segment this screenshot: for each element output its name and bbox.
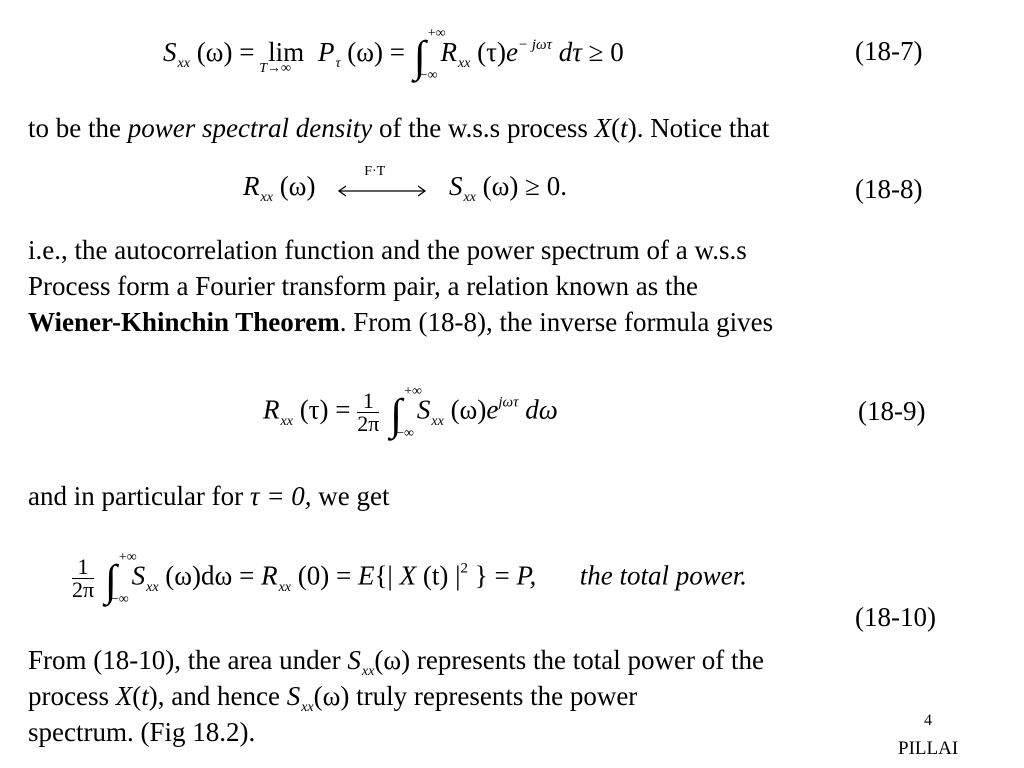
equals-sign: =	[335, 394, 351, 425]
double-arrow-icon	[336, 183, 428, 199]
text-line: Process form a Fourier transform pair, a relation known as the	[28, 271, 698, 301]
symbol-S: S	[286, 681, 301, 711]
paren-open: (	[132, 681, 142, 711]
text-line	[28, 304, 773, 340]
arrow-label: F·T	[364, 163, 386, 179]
integral-lower-limit: −∞	[396, 425, 415, 441]
paren-close: )	[148, 681, 158, 711]
differential-domega: dω	[525, 394, 558, 425]
symbol-R: R	[263, 394, 280, 425]
fraction	[72, 556, 94, 601]
integral-upper-limit: +∞	[118, 549, 137, 565]
brace-close: }	[474, 560, 488, 591]
paragraph-in-particular	[28, 478, 390, 514]
equation-number-18-9: (18-9)	[858, 396, 926, 426]
subscript-xx: xx	[177, 56, 190, 71]
equation-number-18-10: (18-10)	[855, 602, 936, 632]
paren-close: )	[627, 113, 637, 143]
theorem-name: Wiener-Khinchin Theorem	[28, 307, 340, 337]
symbol-P: P,	[516, 560, 537, 591]
fraction	[357, 390, 379, 435]
subscript-xx: xx	[463, 190, 476, 205]
argument-omega: (ω)	[313, 681, 350, 711]
author-name: PILLAI	[898, 738, 959, 759]
denominator: 2π	[357, 411, 380, 436]
integral-upper-limit: +∞	[404, 383, 423, 399]
argument-omega: (ω)	[347, 37, 383, 67]
integral-sign: ∫ +∞ −∞	[413, 26, 446, 83]
annotation-the-total: the total	[579, 560, 669, 591]
symbol-t: t	[141, 681, 149, 711]
symbol-S: S	[347, 645, 361, 675]
paren-open: (	[611, 113, 621, 143]
text: we get	[311, 481, 390, 511]
integral-lower-limit: −∞	[419, 68, 438, 83]
numerator: 1	[357, 390, 379, 413]
paragraph-psd-definition	[28, 110, 769, 146]
denominator: 2π	[72, 577, 95, 602]
symbol-R: R	[261, 560, 278, 591]
equation-number-18-7: (18-7)	[855, 36, 923, 66]
differential-dtau: dτ	[558, 37, 582, 67]
limit-operator	[259, 36, 311, 76]
argument-omega: (ω)	[196, 37, 233, 67]
equation-18-10	[72, 549, 747, 607]
symbol-X: X	[594, 113, 612, 143]
fourier-transform-arrow	[336, 163, 428, 203]
integral-sign: ∫ +∞ −∞	[390, 383, 423, 441]
paragraph-conclusion	[28, 642, 764, 750]
argument-tau: (τ)	[299, 394, 329, 425]
symbol-E: E	[357, 560, 375, 591]
exponent: jωτ	[498, 394, 519, 411]
argument-omega-domega: (ω)dω	[165, 560, 233, 591]
slide-number: 4	[924, 712, 932, 729]
inequality: ≥ 0	[588, 37, 624, 67]
text: . From (18-8), the inverse formula gives	[339, 307, 774, 337]
symbol-S: S	[163, 37, 177, 67]
equation-18-8	[243, 163, 567, 205]
annotation-power: power.	[675, 560, 747, 591]
symbol-S: S	[448, 171, 463, 201]
symbol-X: X	[399, 560, 417, 591]
text: of the w.s.s process	[372, 113, 595, 143]
text: and in particular for	[28, 481, 250, 511]
text: truly represents the power	[349, 681, 638, 711]
symbol-e: e	[486, 394, 499, 425]
paragraph-wiener-khinchin	[28, 232, 773, 340]
subscript-xx: xx	[146, 579, 159, 595]
inequality: (ω) ≥ 0.	[482, 171, 567, 201]
equals-sign: =	[239, 37, 255, 67]
subscript-xx: xx	[278, 579, 291, 595]
text: From (18-10), the area under	[28, 645, 348, 675]
subscript-xx: xx	[280, 413, 293, 429]
abs-bar: |	[455, 560, 461, 591]
brace-open: {|	[374, 560, 393, 591]
symbol-R: R	[243, 171, 260, 201]
argument-omega: (ω)	[450, 394, 487, 425]
text: represents the total power of the	[410, 645, 764, 675]
symbol-S: S	[416, 394, 431, 425]
integral-sign: ∫ +∞ −∞	[104, 549, 137, 607]
text-line: i.e., the autocorrelation function and the power spectrum of a w.s.s	[28, 235, 747, 265]
text-line	[28, 642, 764, 678]
lim-text: lim	[268, 37, 305, 67]
text-line: spectrum. (Fig 18.2).	[28, 717, 256, 747]
text: process	[28, 681, 116, 711]
argument-tau: (τ)	[477, 37, 506, 67]
text: to be the	[28, 113, 128, 143]
argument-omega: (ω)	[279, 171, 316, 201]
symbol-R: R	[440, 37, 457, 67]
numerator: 1	[72, 556, 94, 579]
subscript-xx: xx	[260, 190, 273, 205]
exponent: − jωτ	[517, 37, 552, 53]
text: . Notice that	[636, 113, 770, 143]
text-line	[28, 678, 764, 714]
subscript-xx: xx	[301, 700, 314, 715]
symbol-e: e	[505, 37, 518, 67]
equation-number-18-8: (18-8)	[855, 174, 923, 204]
exponent-squared: 2	[460, 560, 468, 577]
lim-subscript: T→∞	[259, 61, 291, 76]
symbol-P: P	[317, 37, 335, 67]
text: , and hence	[157, 681, 287, 711]
equals-sign: =	[335, 560, 352, 591]
equals-sign: =	[389, 37, 405, 67]
symbol-t: t	[620, 113, 628, 143]
integral-lower-limit: −∞	[110, 591, 129, 607]
argument-zero: (0)	[297, 560, 330, 591]
subscript-xx: xx	[457, 56, 471, 71]
argument-t: (t)	[422, 560, 449, 591]
equation-18-9	[263, 383, 558, 441]
math-tau-zero: τ = 0,	[249, 481, 312, 511]
equals-sign: =	[239, 560, 255, 591]
symbol-S: S	[131, 560, 146, 591]
subscript-xx: xx	[431, 413, 444, 429]
argument-omega: (ω)	[374, 645, 411, 675]
subscript-tau: τ	[335, 56, 341, 71]
integral-upper-limit: +∞	[427, 26, 446, 41]
equals-sign: =	[494, 560, 510, 591]
symbol-X: X	[115, 681, 133, 711]
subscript-xx: xx	[361, 664, 375, 679]
term-power-spectral-density: power spectral density	[127, 113, 373, 143]
equation-18-7	[163, 26, 624, 83]
